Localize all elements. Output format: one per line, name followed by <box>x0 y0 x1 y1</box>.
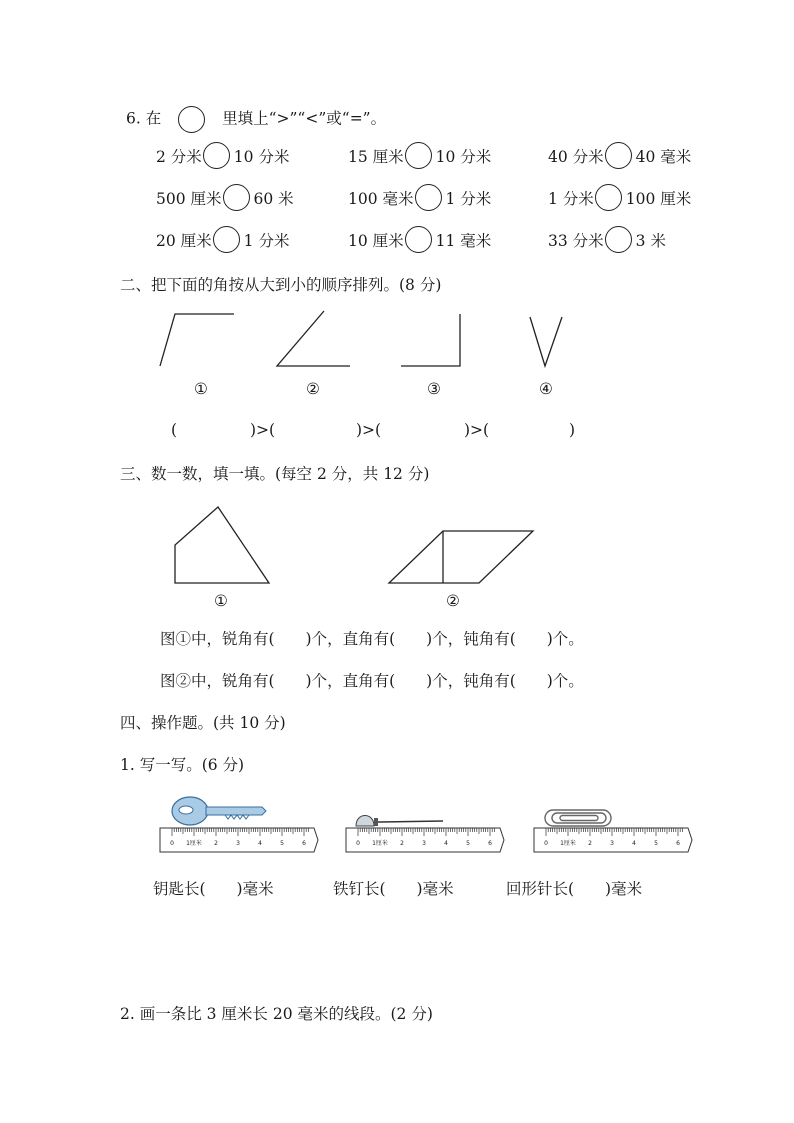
answer-paren: )>( <box>356 421 382 439</box>
compare-left: 20 厘米 <box>156 231 212 250</box>
compare-left: 500 厘米 <box>156 189 222 208</box>
ruler-tick-label: 5 <box>654 840 658 847</box>
compare-right: 3 米 <box>635 231 666 250</box>
q6-title: 6. 在 <box>126 109 162 128</box>
compare-right: 11 毫米 <box>435 231 492 250</box>
ruler-tick-label: 6 <box>676 840 680 847</box>
ruler-tick-label: 0 <box>170 840 174 847</box>
ruler-tick-label: 3 <box>236 840 240 847</box>
key-length-answer: 钥匙长( )毫米 <box>153 880 274 898</box>
ruler-tick-label: 2 <box>588 840 592 847</box>
answer-paren: ( <box>171 421 178 439</box>
ruler-tick-label: 6 <box>488 840 492 847</box>
answer-paren: )>( <box>250 421 276 439</box>
key-icon <box>172 797 266 825</box>
q1-title: 1. 写一写。(6 分) <box>120 756 245 774</box>
compare-left: 15 厘米 <box>348 147 404 166</box>
ruler-tick-label: 2 <box>400 840 404 847</box>
ruler-tick-label: 1厘米 <box>372 840 388 847</box>
compare-left: 10 厘米 <box>348 231 404 250</box>
ruler-tick-label: 4 <box>258 840 262 847</box>
section3-heading: 三、数一数，填一填。(每空 2 分，共 12 分) <box>120 465 430 483</box>
ruler <box>534 828 692 852</box>
angle-label-4: ④ <box>539 380 553 398</box>
ruler-tick-label: 3 <box>610 840 614 847</box>
paper-clip-icon <box>545 810 611 826</box>
compare-right: 10 分米 <box>435 147 492 166</box>
section4-heading: 四、操作题。(共 10 分) <box>120 714 286 732</box>
compare-right: 40 毫米 <box>635 147 692 166</box>
compare-left: 2 分米 <box>156 147 202 166</box>
angle-label-3: ③ <box>427 380 441 398</box>
ruler-tick-label: 6 <box>302 840 306 847</box>
ruler-tick-label: 2 <box>214 840 218 847</box>
ruler-tick-label: 1厘米 <box>186 840 202 847</box>
ruler-tick-label: 5 <box>466 840 470 847</box>
compare-left: 33 分米 <box>548 231 604 250</box>
ruler-tick-label: 5 <box>280 840 284 847</box>
answer-paren: )>( <box>464 421 490 439</box>
compare-right: 10 分米 <box>233 147 290 166</box>
section2-heading: 二、把下面的角按从大到小的顺序排列。(8 分) <box>120 276 442 294</box>
ruler-tick-label: 4 <box>632 840 636 847</box>
angle-label-2: ② <box>306 380 320 398</box>
nail-icon <box>356 816 443 827</box>
compare-right: 100 厘米 <box>625 189 692 208</box>
shape-label-2: ② <box>446 592 460 610</box>
ruler <box>160 828 318 852</box>
ruler <box>346 828 504 852</box>
ruler-tick-label: 0 <box>544 840 548 847</box>
shape-label-1: ① <box>214 592 228 610</box>
compare-right: 60 米 <box>253 189 294 208</box>
angle-label-1: ① <box>194 380 208 398</box>
compare-left: 40 分米 <box>548 147 604 166</box>
q6-instruction: 里填上“>”“<”或“=”。 <box>222 109 387 128</box>
clip-length-answer: 回形针长( )毫米 <box>506 880 643 898</box>
compare-left: 100 毫米 <box>348 189 414 208</box>
answer-paren: ) <box>569 421 576 439</box>
nail-length-answer: 铁钉长( )毫米 <box>333 880 454 898</box>
ruler-tick-label: 4 <box>444 840 448 847</box>
ruler-tick-label: 0 <box>356 840 360 847</box>
ruler-tick-label: 1厘米 <box>560 840 576 847</box>
ruler-tick-label: 3 <box>422 840 426 847</box>
compare-right: 1 分米 <box>445 189 492 208</box>
fill-line-1: 图①中，锐角有( )个，直角有( )个，钝角有( )个。 <box>160 630 584 648</box>
compare-left: 1 分米 <box>548 189 594 208</box>
compare-right: 1 分米 <box>243 231 290 250</box>
fill-line-2: 图②中，锐角有( )个，直角有( )个，钝角有( )个。 <box>160 672 584 690</box>
q2-title: 2. 画一条比 3 厘米长 20 毫米的线段。(2 分) <box>120 1005 433 1023</box>
